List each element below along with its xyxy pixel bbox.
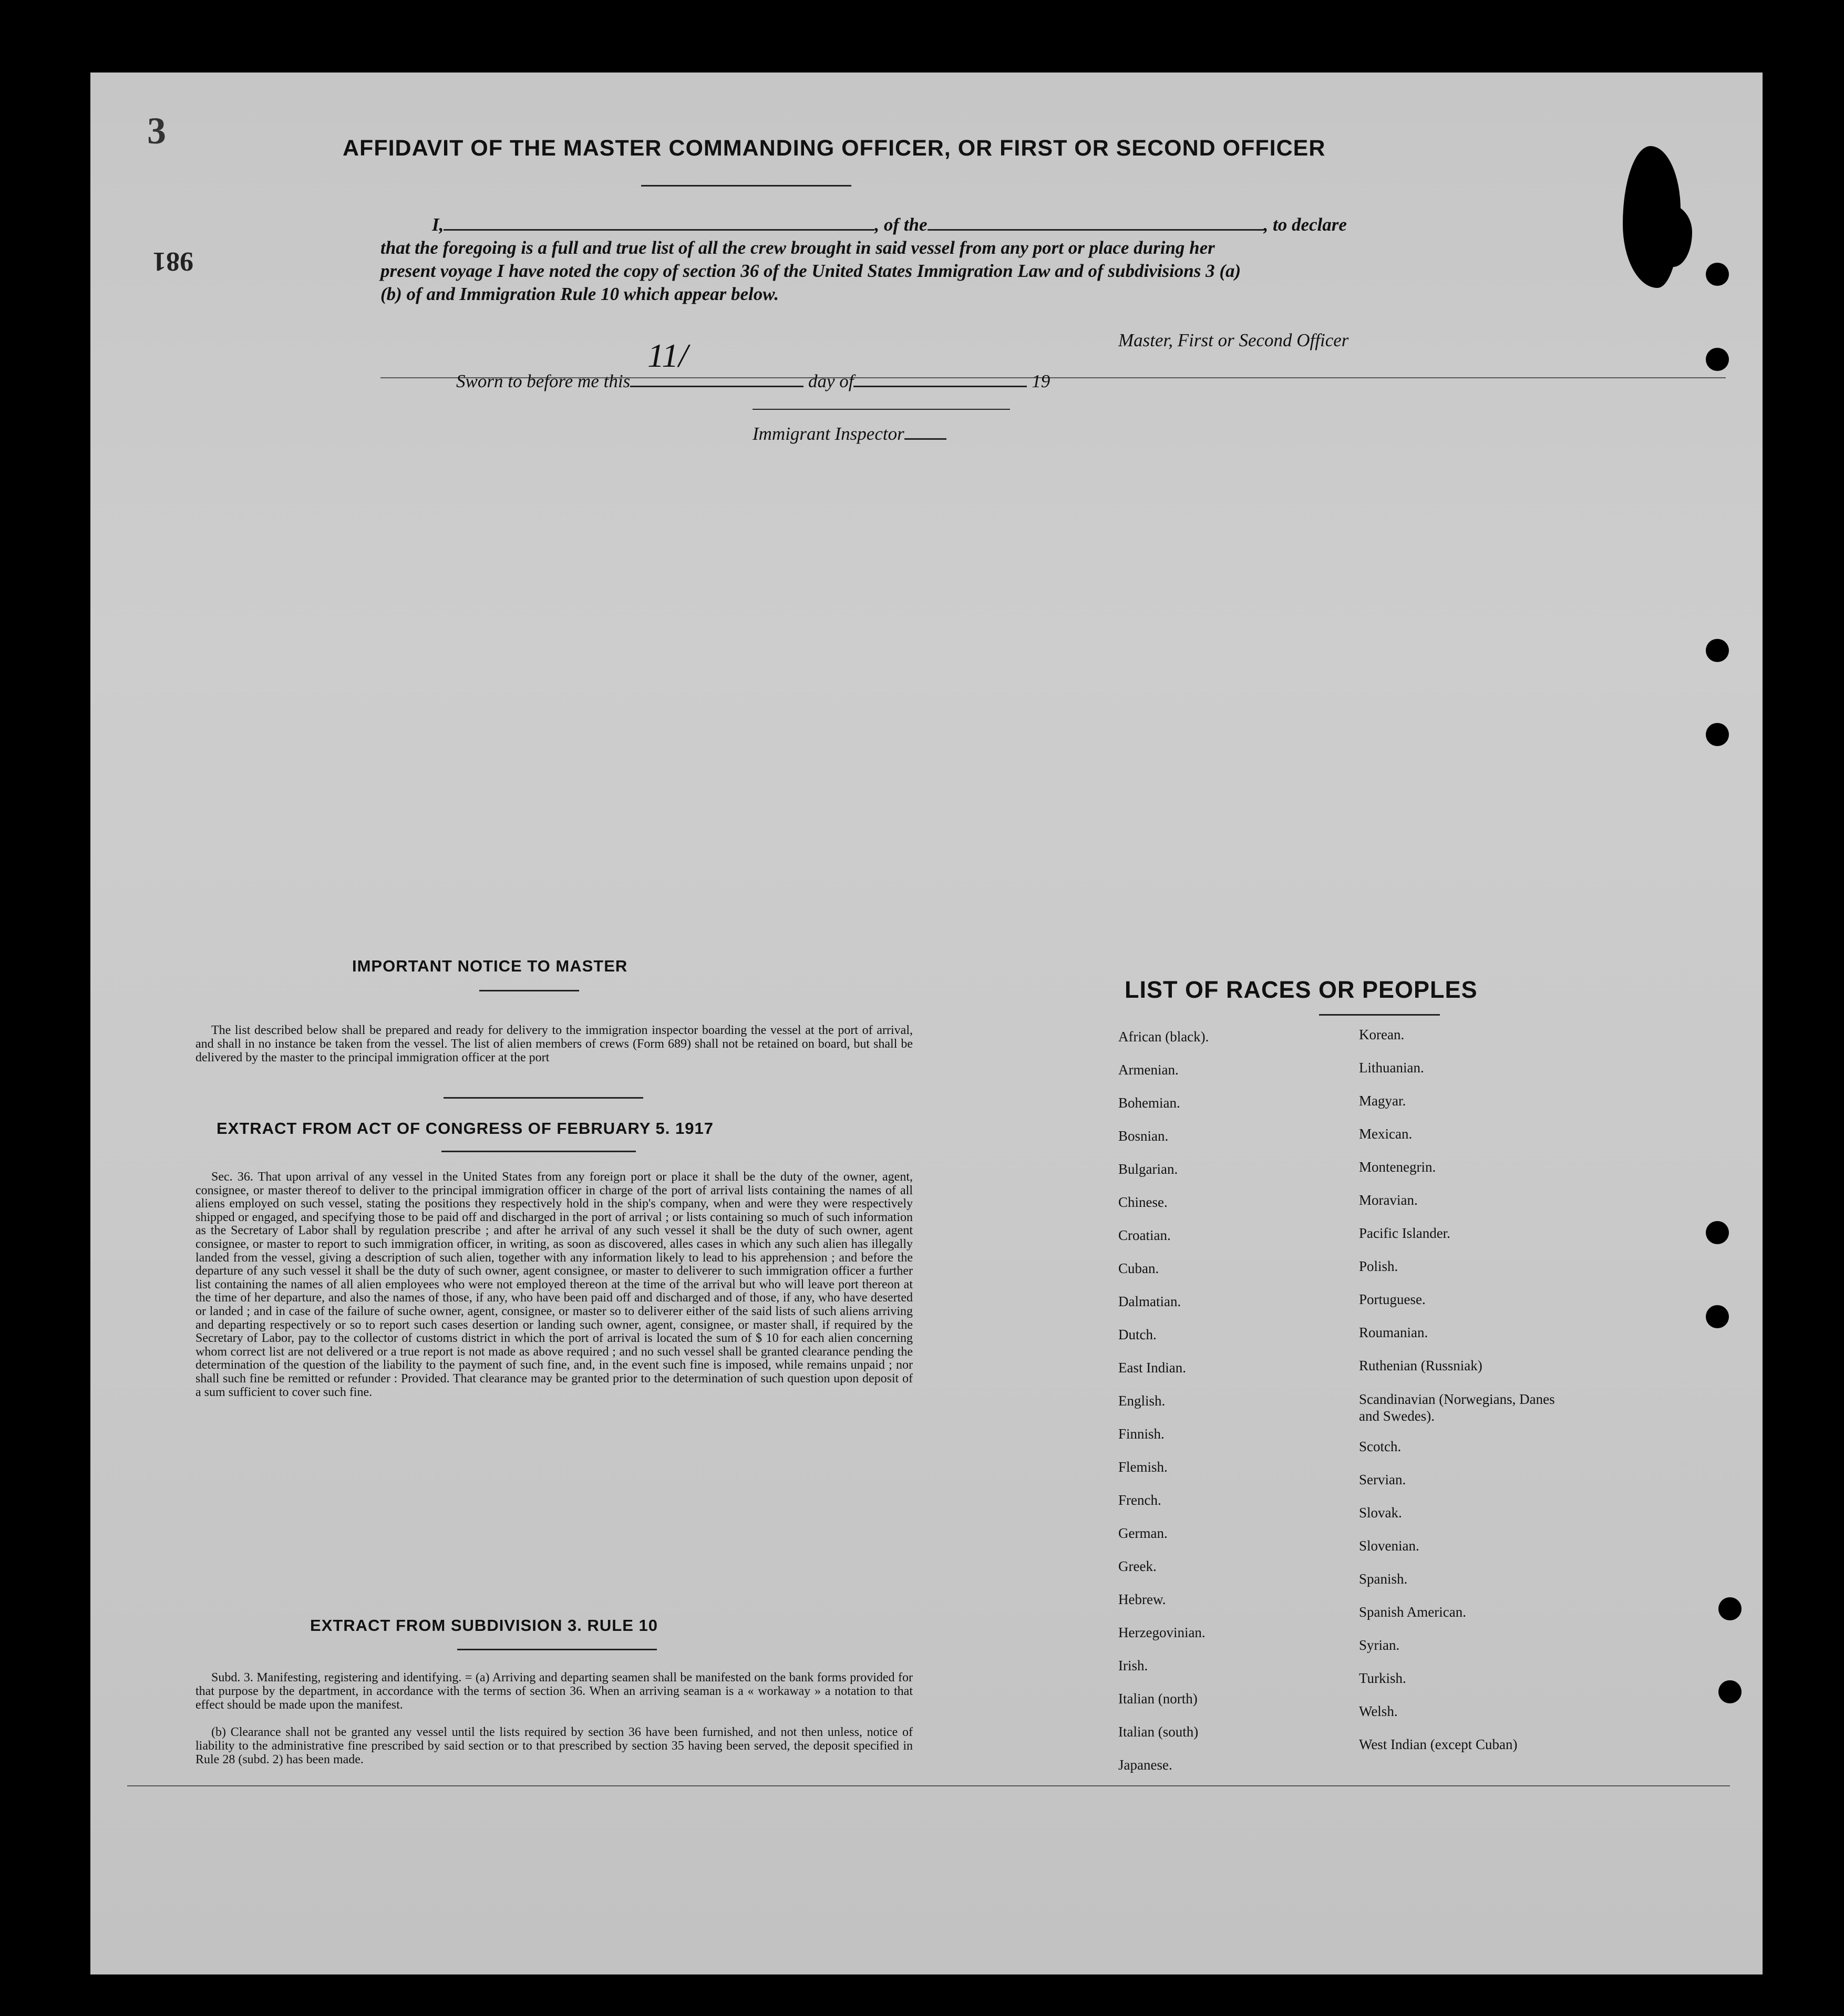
notice-text: The list described below shall be prepared and ready for delivery to the immigration inspector boarding the vessel at the port of arrival, and shall in no instance be taken from the vessel. The list of alien members of crews (Form 689) shall not be retained on board, but shall be delivered by the master to the principal immigration officer at the port <box>195 1023 913 1064</box>
race-left: Flemish. <box>1118 1459 1168 1475</box>
notice-bottom-rule <box>444 1097 643 1099</box>
race-right: Scotch. <box>1359 1439 1402 1454</box>
extract-rule-text-a: Subd. 3. Manifesting, registering and identifying. = (a) Arriving and departing seamen shall be manifested on the bank forms provided for that purpose by the department, in accordance with the terms of section 36. When an arriving seaman is a « workaway » a notation to that effect should be made upon the manifest. <box>195 1671 913 1712</box>
race-left: Dalmatian. <box>1118 1294 1181 1309</box>
punch-hole <box>1706 263 1729 286</box>
race-left: German. <box>1118 1525 1168 1541</box>
race-right: Ruthenian (Russniak) <box>1359 1358 1482 1373</box>
extract-act-underline <box>441 1151 636 1152</box>
race-right: Spanish. <box>1359 1571 1408 1587</box>
race-left: Dutch. <box>1118 1327 1157 1342</box>
race-right: Spanish American. <box>1359 1604 1466 1620</box>
punch-hole <box>1706 639 1729 662</box>
race-left: East Indian. <box>1118 1360 1186 1376</box>
ink-blot <box>1645 204 1692 267</box>
race-left: Chinese. <box>1118 1194 1168 1210</box>
race-right: Roumanian. <box>1359 1325 1428 1340</box>
race-right: Scandinavian (Norwegians, Danes and Swedes). <box>1359 1391 1555 1424</box>
race-right: Pacific Islander. <box>1359 1225 1450 1241</box>
inspector-label: Immigrant Inspector <box>753 423 904 444</box>
day-of-label: day of <box>808 371 854 391</box>
punch-hole <box>1706 723 1729 746</box>
extract-act-text: Sec. 36. That upon arrival of any vessel in the United States from any foreign port or place it shall be the duty of the owner, agent, consignee, or master thereof to deliver to the principal immigration officer in charge of the port of arrival lists containing the names of all aliens employed on such vessel, stating the positions they respectively hold in the ship's company, when and were they were respectively shipped or engaged, and specifying those to be paid off and discharged in the port of arrival ; or lists containing so much of such information as the Secretary of Labor shall by regulation prescribe ; and after he arrival of any such vessel it shall be the duty of such owner, agent consignee, or master to report to such immigration officer, in writing, as soon as discovered, alles cases in which any such alien has illegally landed from the vessel, giving a description of such alien, together with any information likely to lead to his apprehension ; and before the departure of any such vessel it shall be the duty of such owner, agent consignee, or master to deliverer to such immigration officer a further list containing the names of all alien employees who were not employed thereon at the time of the arrival but who will leave port thereon at the time of her departure, and also the names of those, if any, who have been paid off and discharged and of those, if any, who have deserted or landed ; and in case of the failure of suche owner, agent, consignee, or master so to deliverer either of the said lists of such aliens arriving and departing respectively or so to report such cases desertion or landing such owner, agent, consignee, or master shall, if required by the Secretary of Labor, pay to the collector of customs district in which the port of arrival is located the sum of $ 10 for each alien concerning whom correct list are not delivered or a true report is not made as above required ; and no such vessel shall be granted clearance pending the determination of the question of the liability to the payment of such fine, and, in the event such fine is imposed, while remains unpaid ; nor shall such fine be remitted or refunder : Provided. That clearance may be granted prior to the determination of such question upon deposit of a sum sufficient to cover such fine. <box>195 1170 913 1399</box>
punch-hole <box>1706 1221 1729 1244</box>
race-right: Servian. <box>1359 1472 1406 1487</box>
race-right: Welsh. <box>1359 1703 1398 1719</box>
extract-rule-text-b: (b) Clearance shall not be granted any vessel until the lists required by section 36 have been furnished, and not then unless, notice of liability to the administrative fine prescribed by said section or to that prescribed by section 35 having been served, the deposit specified in Rule 28 (subd. 2) has been made. <box>195 1725 913 1766</box>
race-right: Montenegrin. <box>1359 1159 1436 1175</box>
affidavit-i-label: I, <box>432 214 444 235</box>
race-left: English. <box>1118 1393 1166 1409</box>
race-left: Armenian. <box>1118 1062 1179 1078</box>
notice-title: IMPORTANT NOTICE TO MASTER <box>352 957 628 975</box>
race-left: Croatian. <box>1118 1227 1171 1243</box>
margin-number: 981 <box>152 246 193 276</box>
year-label: 19 <box>1032 371 1050 391</box>
affidavit-to-declare-label: , to declare <box>1263 214 1347 235</box>
affidavit-of-the-label: , of the <box>874 214 928 235</box>
race-right: Mexican. <box>1359 1126 1413 1142</box>
notice-underline <box>479 990 579 991</box>
races-underline <box>1319 1014 1440 1016</box>
bottom-border-rule <box>127 1785 1730 1786</box>
race-right: Polish. <box>1359 1258 1398 1274</box>
inspector-line <box>753 422 946 446</box>
sworn-day-blank <box>630 386 803 387</box>
race-left: Cuban. <box>1118 1260 1159 1276</box>
month-blank <box>853 386 1027 387</box>
affidavit-title: AFFIDAVIT OF THE MASTER COMMANDING OFFICER, OR FIRST OR SECOND OFFICER <box>343 136 1326 161</box>
extract-rule-title: EXTRACT FROM SUBDIVISION 3. RULE 10 <box>310 1616 658 1635</box>
title-underline <box>641 185 851 187</box>
affidavit-line-1 <box>432 213 1719 236</box>
document-page <box>90 73 1763 1974</box>
race-left: Greek. <box>1118 1558 1157 1574</box>
handwritten-mark: 11/ <box>647 337 688 374</box>
race-left: Italian (south) <box>1118 1724 1199 1740</box>
race-right: Portuguese. <box>1359 1291 1426 1307</box>
race-right: Slovak. <box>1359 1505 1402 1521</box>
sworn-line <box>456 370 1244 393</box>
master-label: Master, First or Second Officer <box>1118 330 1349 350</box>
inspector-signature-line <box>753 409 1010 410</box>
race-right: Syrian. <box>1359 1637 1400 1653</box>
race-left: Japanese. <box>1118 1757 1172 1773</box>
affidavit-line-3: present voyage I have noted the copy of section 36 of the United States Immigration Law and of subdivisions 3 (a) <box>380 261 1241 281</box>
affidavit-line-4: (b) of and Immigration Rule 10 which appear below. <box>380 284 779 304</box>
sworn-label: Sworn to before me this <box>456 371 631 391</box>
race-left: Bosnian. <box>1118 1128 1169 1144</box>
race-left: Hebrew. <box>1118 1591 1166 1607</box>
extract-act-title: EXTRACT FROM ACT OF CONGRESS OF FEBRUARY 5. 1917 <box>217 1119 714 1138</box>
race-right: Korean. <box>1359 1027 1405 1042</box>
inspector-blank <box>904 438 946 440</box>
race-left: Irish. <box>1118 1658 1148 1673</box>
punch-hole <box>1718 1680 1742 1703</box>
race-left: Finnish. <box>1118 1426 1165 1442</box>
race-left: African (black). <box>1118 1029 1209 1045</box>
affidavit-line-2: that the foregoing is a full and true list of all the crew brought in said vessel from any port or place during her <box>380 237 1215 258</box>
race-left: Italian (north) <box>1118 1691 1198 1707</box>
punch-hole <box>1706 348 1729 371</box>
vessel-blank <box>928 229 1264 231</box>
race-left: Herzegovinian. <box>1118 1625 1206 1640</box>
race-left: Bohemian. <box>1118 1095 1180 1111</box>
race-right: Turkish. <box>1359 1670 1406 1686</box>
race-left: Bulgarian. <box>1118 1161 1178 1177</box>
punch-hole <box>1718 1597 1742 1620</box>
punch-hole <box>1706 1305 1729 1328</box>
name-blank <box>444 229 874 231</box>
races-title: LIST OF RACES OR PEOPLES <box>1125 976 1478 1003</box>
race-right: Magyar. <box>1359 1093 1406 1109</box>
race-right: Slovenian. <box>1359 1538 1419 1554</box>
race-right: Lithuanian. <box>1359 1060 1424 1076</box>
extract-rule-underline <box>457 1649 657 1650</box>
race-right: Moravian. <box>1359 1192 1418 1208</box>
corner-mark: 3 <box>147 110 166 152</box>
race-left: French. <box>1118 1492 1161 1508</box>
race-right: West Indian (except Cuban) <box>1359 1736 1518 1752</box>
